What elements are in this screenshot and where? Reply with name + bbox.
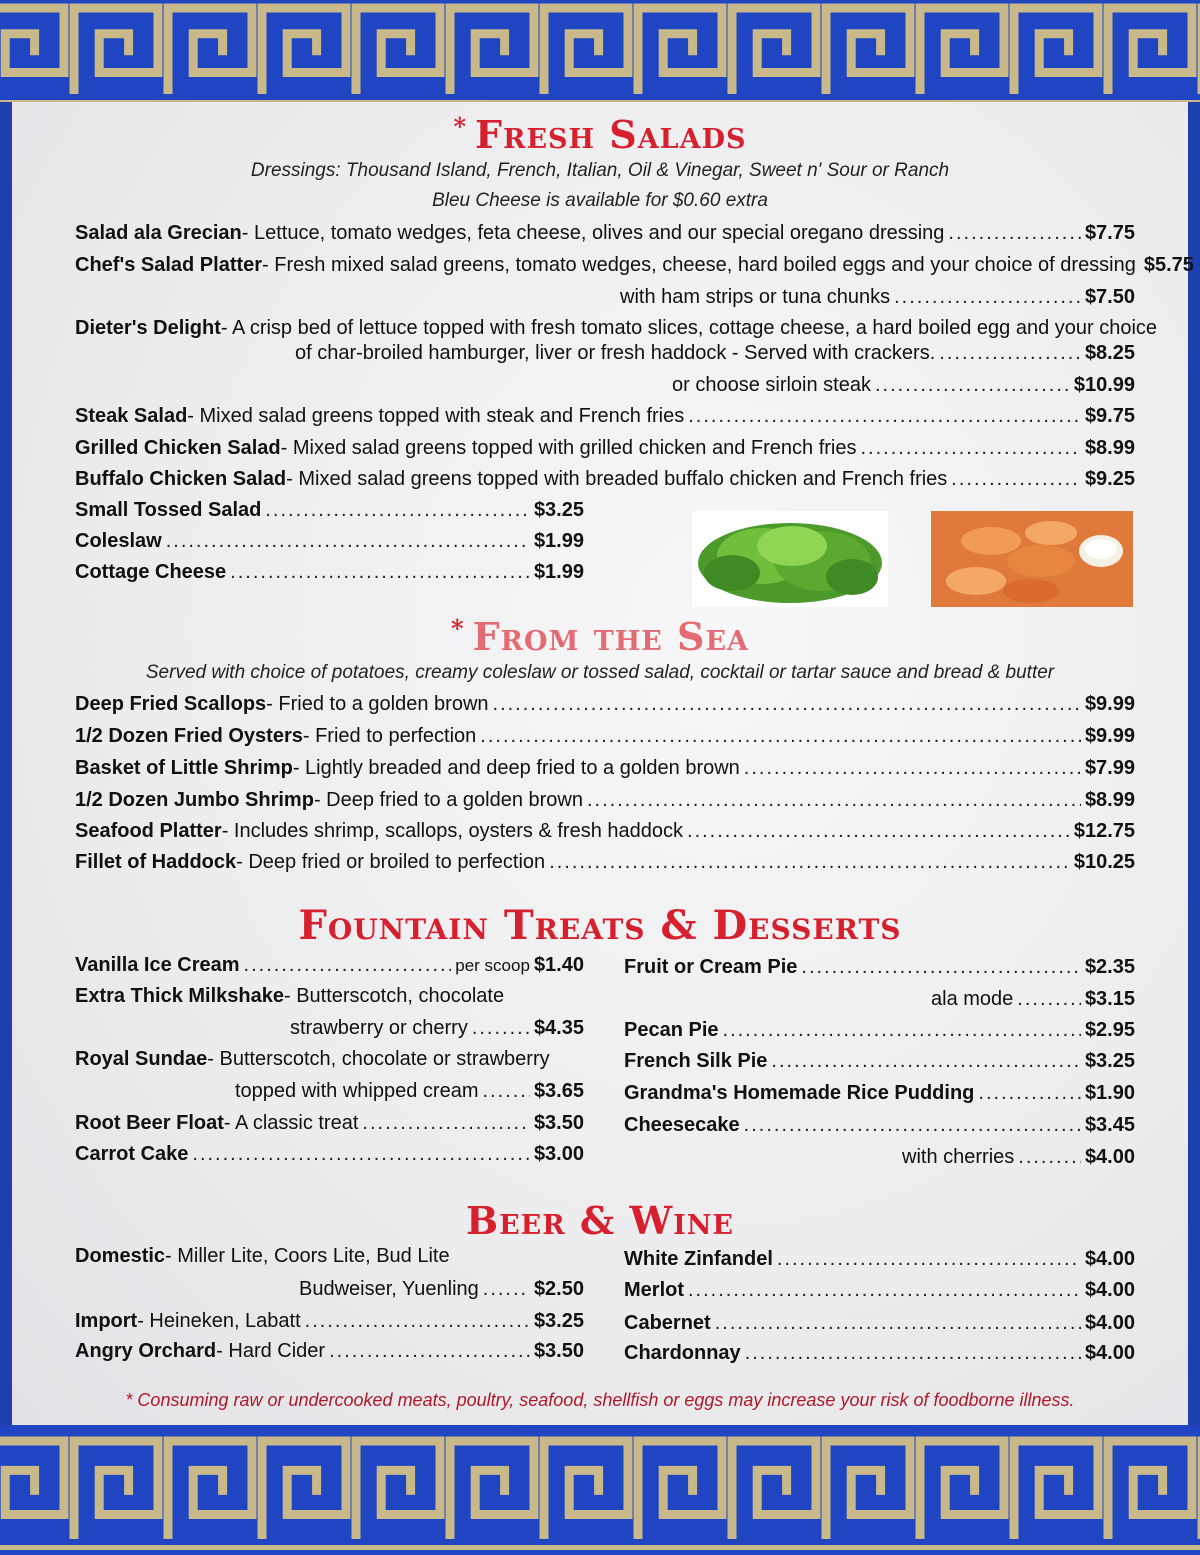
greek-key-segment	[826, 1441, 910, 1539]
menu-item-row	[75, 317, 1158, 340]
item-description: - A crisp bed of lettuce topped with fresh tomato slices, cottage cheese, a hard boiled egg and your choice	[220, 317, 1158, 339]
menu-item-row	[75, 1310, 584, 1333]
item-price: $5.75	[1143, 254, 1194, 276]
greek-key-segment	[74, 1441, 158, 1539]
dot-leader	[472, 1017, 530, 1040]
item-name: Cabernet	[624, 1312, 711, 1334]
greek-key-segment	[262, 8, 346, 94]
menu-item-row	[75, 1112, 584, 1135]
item-name: Salad ala Grecian	[75, 222, 242, 244]
menu-item-row	[75, 530, 584, 553]
greek-key-segment	[1014, 8, 1098, 94]
menu-item-row	[235, 1080, 584, 1103]
item-name: Seafood Platter	[75, 820, 222, 842]
item-description: with ham strips or tuna chunks	[620, 286, 891, 308]
dot-leader	[166, 530, 530, 553]
dot-leader	[329, 1340, 530, 1363]
dot-leader	[1017, 988, 1081, 1011]
item-name: Dieter's Delight	[75, 317, 221, 339]
greek-key-segment	[0, 1441, 64, 1539]
item-name: Fruit or Cream Pie	[624, 956, 798, 978]
item-price: $3.50	[533, 1112, 584, 1134]
item-description: - Miller Lite, Coors Lite, Bud Lite	[165, 1245, 450, 1267]
item-description: - Mixed salad greens topped with steak and French fries	[187, 405, 685, 427]
greek-key-segment	[1108, 8, 1192, 94]
menu-item-row	[931, 988, 1135, 1011]
item-description: - Mixed salad greens topped with grilled chicken and French fries	[280, 437, 857, 459]
menu-item-row	[75, 1143, 584, 1166]
item-price: $1.90	[1084, 1082, 1135, 1104]
item-price: $2.35	[1084, 956, 1135, 978]
greek-key-segment	[638, 8, 722, 94]
greek-key-segment	[920, 1441, 1004, 1539]
menu-item-row	[75, 1048, 584, 1071]
dot-leader	[265, 499, 530, 522]
item-price: $2.50	[533, 1278, 584, 1300]
dot-leader	[1018, 1146, 1081, 1169]
item-name: Cheesecake	[624, 1114, 740, 1136]
menu-item-row	[75, 757, 1135, 780]
item-name: Basket of Little Shrimp	[75, 757, 293, 779]
item-price: $9.99	[1084, 693, 1135, 715]
greek-key-pattern-icon	[0, 0, 1200, 102]
greek-key-pattern-icon	[0, 1425, 1200, 1555]
dot-leader	[687, 820, 1070, 843]
menu-item-row	[75, 1245, 584, 1268]
dot-leader	[939, 342, 1081, 365]
dot-leader	[688, 1279, 1081, 1302]
item-price: $4.00	[1084, 1279, 1135, 1301]
menu-item-row	[624, 1019, 1135, 1042]
menu-item-row	[672, 374, 1135, 397]
item-name: Chef's Salad Platter	[75, 254, 263, 276]
menu-item-row	[75, 985, 584, 1008]
fried-shrimp-photo	[931, 511, 1133, 607]
dot-leader	[587, 789, 1081, 812]
menu-item-row	[624, 1312, 1135, 1335]
menu-item-row	[75, 254, 1194, 277]
item-price: $3.00	[533, 1143, 584, 1165]
item-description: - A classic treat	[223, 1112, 359, 1134]
item-price: $3.25	[533, 499, 584, 521]
dot-leader	[771, 1050, 1081, 1073]
greek-key-segment	[1108, 1441, 1192, 1539]
item-price-note: per scoop	[455, 956, 530, 975]
item-price: $12.75	[1073, 820, 1135, 842]
item-name: Extra Thick Milkshake	[75, 985, 284, 1007]
item-price: $1.99	[533, 561, 584, 583]
item-name: Cottage Cheese	[75, 561, 227, 583]
item-price: $3.45	[1084, 1114, 1135, 1136]
item-name: Domestic	[75, 1245, 166, 1267]
item-price: $1.40	[533, 954, 584, 976]
item-price: $10.25	[1073, 851, 1135, 873]
dot-leader	[801, 956, 1081, 979]
menu-item-row	[75, 954, 584, 977]
bleu-cheese-note: Bleu Cheese is available for $0.60 extra	[432, 190, 768, 211]
dot-leader	[493, 693, 1081, 716]
menu-item-row	[75, 851, 1135, 874]
menu-item-row	[624, 1082, 1135, 1105]
greek-key-segment	[544, 8, 628, 94]
item-name: French Silk Pie	[624, 1050, 768, 1072]
menu-item-row	[75, 499, 584, 522]
item-price: $3.50	[533, 1340, 584, 1362]
item-name: 1/2 Dozen Jumbo Shrimp	[75, 789, 314, 811]
item-description: - Butterscotch, chocolate or strawberry	[207, 1048, 550, 1070]
greek-key-segment	[544, 1441, 628, 1539]
item-price: $3.25	[1084, 1050, 1135, 1072]
menu-item-row	[624, 956, 1135, 979]
dot-leader	[549, 851, 1070, 874]
item-name: Pecan Pie	[624, 1019, 719, 1041]
item-name: Royal Sundae	[75, 1048, 208, 1070]
item-price: $7.99	[1084, 757, 1135, 779]
item-price: $8.99	[1084, 789, 1135, 811]
greek-key-segment	[1014, 1441, 1098, 1539]
item-description: topped with whipped cream	[235, 1080, 479, 1102]
sea-served-note: Served with choice of potatoes, creamy coleslaw or tossed salad, cocktail or tartar sauce and bread & butter	[145, 662, 1055, 683]
item-description: strawberry or cherry	[290, 1017, 468, 1039]
dot-leader	[744, 757, 1081, 780]
dot-leader	[978, 1082, 1081, 1105]
menu-item-row	[75, 820, 1135, 843]
item-price: $7.75	[1084, 222, 1135, 244]
item-price: $2.95	[1084, 1019, 1135, 1041]
item-price: $8.99	[1084, 437, 1135, 459]
dot-leader	[744, 1114, 1081, 1137]
dot-leader	[875, 374, 1070, 397]
dot-leader	[951, 468, 1081, 491]
item-name: Carrot Cake	[75, 1143, 189, 1165]
item-description: - Deep fried to a golden brown	[313, 789, 583, 811]
menu-item-row	[902, 1146, 1135, 1169]
dot-leader	[894, 286, 1081, 309]
item-description: - Includes shrimp, scallops, oysters & fresh haddock	[221, 820, 684, 842]
item-description: - Deep fried or broiled to perfection	[236, 851, 546, 873]
item-name: Import	[75, 1310, 138, 1332]
item-name: White Zinfandel	[624, 1248, 773, 1270]
dot-leader	[480, 725, 1081, 748]
menu-item-row	[75, 789, 1135, 812]
item-price: $3.25	[533, 1310, 584, 1332]
dot-leader	[362, 1112, 530, 1135]
item-price: $10.99	[1073, 374, 1135, 396]
item-name: Grilled Chicken Salad	[75, 437, 281, 459]
item-name: Fillet of Haddock	[75, 851, 237, 873]
item-price: $8.25	[1084, 342, 1135, 364]
section-title-beer-wine: Beer & Wine	[465, 1198, 735, 1243]
dressings-note: Dressings: Thousand Island, French, Italian, Oil & Vinegar, Sweet n' Sour or Ranch	[250, 160, 950, 181]
item-name: Merlot	[624, 1279, 684, 1301]
item-name: Vanilla Ice Cream	[75, 954, 240, 976]
greek-key-segment	[638, 1441, 722, 1539]
greek-key-segment	[74, 8, 158, 94]
item-price: $9.99	[1084, 725, 1135, 747]
menu-item-row	[624, 1050, 1135, 1073]
item-name: Steak Salad	[75, 405, 188, 427]
item-description: - Fried to a golden brown	[266, 693, 489, 715]
item-description: of char-broiled hamburger, liver or fresh haddock - Served with crackers.	[295, 342, 936, 364]
item-price: $4.35	[533, 1017, 584, 1039]
greek-key-segment	[356, 1441, 440, 1539]
item-price: $3.15	[1084, 988, 1135, 1010]
menu-item-row	[75, 1340, 584, 1363]
dot-leader	[777, 1248, 1081, 1271]
menu-item-row	[624, 1248, 1135, 1271]
greek-key-segment	[168, 1441, 252, 1539]
dot-leader	[948, 222, 1081, 245]
item-name: Deep Fried Scallops	[75, 693, 267, 715]
item-name: Root Beer Float	[75, 1112, 224, 1134]
menu-item-row	[295, 342, 1135, 365]
item-price: $1.99	[533, 530, 584, 552]
menu-item-row	[624, 1114, 1135, 1137]
item-name: Small Tossed Salad	[75, 499, 262, 521]
section-title-salads: * Fresh Salads	[453, 112, 747, 157]
section-title-sea: * From the Sea	[451, 614, 749, 659]
item-description: or choose sirloin steak	[672, 374, 871, 396]
menu-item-row	[290, 1017, 584, 1040]
item-description: - Heineken, Labatt	[137, 1310, 301, 1332]
foodborne-illness-disclaimer: * Consuming raw or undercooked meats, poultry, seafood, shellfish or eggs may increase your risk of foodborne illness.	[125, 1390, 1075, 1410]
item-name: Coleslaw	[75, 530, 162, 552]
item-price: $4.00	[1084, 1342, 1135, 1364]
dot-leader	[688, 405, 1081, 428]
dot-leader	[482, 1080, 529, 1103]
dot-leader	[715, 1312, 1081, 1335]
item-description: - Fresh mixed salad greens, tomato wedges, cheese, hard boiled eggs and your choice of dressing	[262, 254, 1136, 276]
menu-item-row	[624, 1342, 1135, 1365]
dot-leader	[244, 954, 452, 977]
greek-key-segment	[168, 8, 252, 94]
item-name: 1/2 Dozen Fried Oysters	[75, 725, 303, 747]
greek-key-segment	[450, 1441, 534, 1539]
item-price: $9.25	[1084, 468, 1135, 490]
menu-item-row	[75, 561, 584, 584]
item-description: - Lettuce, tomato wedges, feta cheese, olives and our special oregano dressing	[241, 222, 945, 244]
item-price: $4.00	[1084, 1146, 1135, 1168]
dot-leader	[192, 1143, 530, 1166]
greek-key-border-top	[0, 0, 1200, 102]
item-description: with cherries	[902, 1146, 1015, 1168]
menu-item-row	[75, 222, 1135, 245]
dot-leader	[483, 1278, 530, 1301]
greek-key-segment	[732, 1441, 816, 1539]
item-description: - Mixed salad greens topped with breaded buffalo chicken and French fries	[286, 468, 948, 490]
item-name: Chardonnay	[624, 1342, 741, 1364]
item-description: - Fried to perfection	[302, 725, 477, 747]
item-price: $4.00	[1084, 1248, 1135, 1270]
dot-leader	[860, 437, 1080, 460]
dot-leader	[745, 1342, 1081, 1365]
item-description: - Hard Cider	[216, 1340, 326, 1362]
lettuce-photo	[692, 511, 888, 607]
menu-item-row	[624, 1279, 1135, 1302]
item-name: Grandma's Homemade Rice Pudding	[624, 1082, 975, 1104]
item-description: - Lightly breaded and deep fried to a golden brown	[292, 757, 740, 779]
item-price: $9.75	[1084, 405, 1135, 427]
item-description: Budweiser, Yuenling	[299, 1278, 479, 1300]
item-name: Angry Orchard	[75, 1340, 217, 1362]
greek-key-segment	[920, 8, 1004, 94]
menu-item-row	[299, 1278, 584, 1301]
dot-leader	[305, 1310, 530, 1333]
greek-key-segment	[450, 8, 534, 94]
menu-item-row	[75, 693, 1135, 716]
item-name: Buffalo Chicken Salad	[75, 468, 287, 490]
item-description: ala mode	[931, 988, 1014, 1010]
greek-key-segment	[826, 8, 910, 94]
greek-key-segment	[262, 1441, 346, 1539]
menu-item-row	[75, 468, 1135, 491]
item-price: $7.50	[1084, 286, 1135, 308]
dot-leader	[723, 1019, 1081, 1042]
menu-item-row	[75, 725, 1135, 748]
greek-key-segment	[732, 8, 816, 94]
greek-key-border-bottom	[0, 1425, 1200, 1555]
menu-item-row	[75, 405, 1135, 428]
greek-key-segment	[356, 8, 440, 94]
greek-key-segment	[0, 8, 64, 94]
dot-leader	[230, 561, 530, 584]
item-price: $3.65	[533, 1080, 584, 1102]
menu-item-row	[620, 286, 1135, 309]
item-price: $4.00	[1084, 1312, 1135, 1334]
menu-item-row	[75, 437, 1135, 460]
item-description: - Butterscotch, chocolate	[283, 985, 505, 1007]
section-title-desserts: Fountain Treats & Desserts	[298, 902, 902, 949]
